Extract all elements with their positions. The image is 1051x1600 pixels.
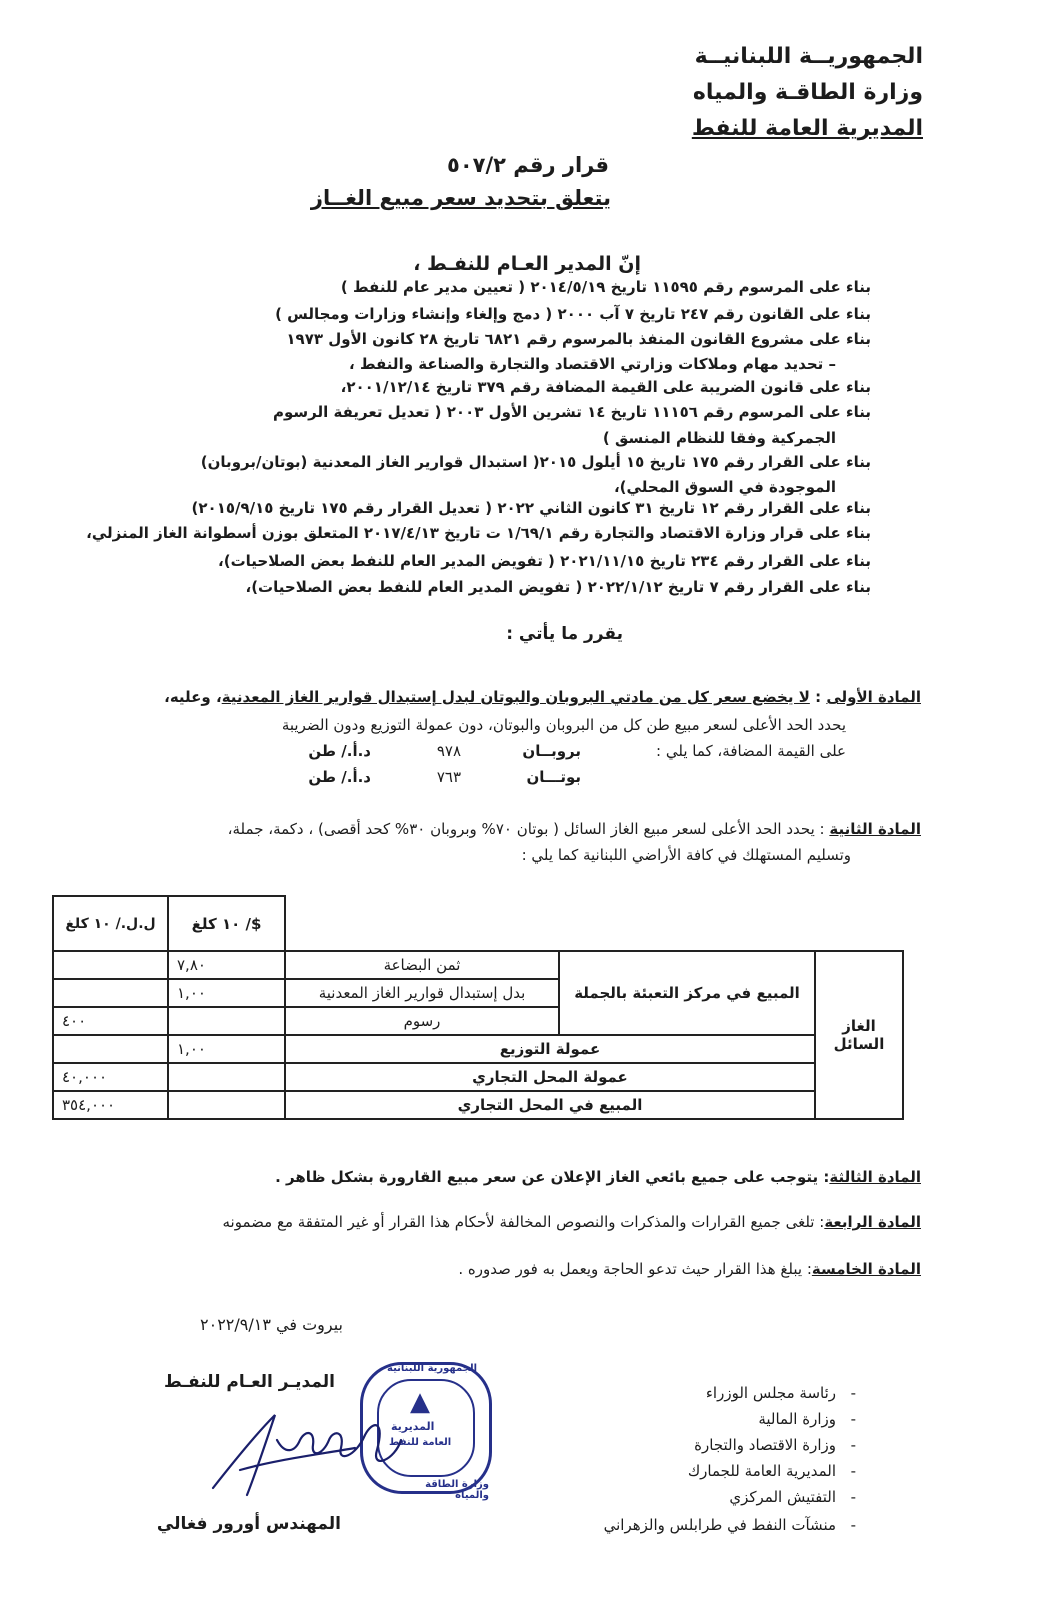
preamble-line: بناء على القرار رقم ٧ تاريخ ٢٠٢٢/١/١٢ ( تفويض المدير العام للنفط بعض الصلاحيات)، bbox=[245, 578, 871, 596]
butane-unit: د.أ./ طن bbox=[308, 768, 371, 786]
propane-unit: د.أ./ طن bbox=[308, 742, 371, 760]
header-directorate: المديرية العامة للنفط bbox=[691, 116, 923, 141]
article-4-label: المادة الرابعة bbox=[824, 1213, 921, 1231]
decision-subject: يتعلق بتحديد سعر مبيع الغــاز bbox=[310, 186, 611, 210]
shop-sale-label: المبيع في المحل التجاري bbox=[285, 1091, 815, 1119]
table-header-row bbox=[53, 896, 903, 951]
row-label: رسوم bbox=[285, 1007, 559, 1035]
header-republic: الجمهوريــة اللبنانيــة bbox=[694, 44, 923, 69]
bullet-icon: - bbox=[850, 1436, 856, 1454]
article-5-label: المادة الخامسة bbox=[811, 1260, 921, 1278]
shop-sale-usd bbox=[168, 1091, 285, 1119]
distribution-label: عمولة التوزيع bbox=[285, 1035, 815, 1063]
distribution-usd: ١,٠٠ bbox=[168, 1035, 285, 1063]
table-row bbox=[53, 1063, 903, 1091]
preamble-line: الجمركية وفقا للنظام المنسق ) bbox=[602, 429, 836, 447]
article-4: المادة الرابعة: تلغى جميع القرارات والمذكرات والنصوص المخالفة لأحكام هذا القرار أو غير المتفقة مع مضمونه bbox=[222, 1213, 921, 1231]
article-2-label: المادة الثانية bbox=[829, 820, 921, 838]
distribution-item: وزارة المالية bbox=[758, 1410, 836, 1428]
bullet-icon: - bbox=[850, 1462, 856, 1480]
bullet-icon: - bbox=[850, 1488, 856, 1506]
shop-sale-lbp: ٣٥٤,٠٠٠ bbox=[53, 1091, 168, 1119]
article-2-line-2: وتسليم المستهلك في كافة الأراضي اللبنانية كما يلي : bbox=[521, 846, 851, 864]
article-1-lead: لا يخضع سعر كل من مادتي البروبان والبوتان لبدل إستبدال قوارير الغاز المعدنية bbox=[221, 688, 810, 706]
article-3: المادة الثالثة: يتوجب على جميع بائعي الغاز الإعلان عن سعر مبيع القارورة بشكل ظاهر . bbox=[275, 1168, 921, 1186]
col-lbp-header: ل.ل./ ١٠ كلغ bbox=[53, 896, 168, 951]
article-3-label: المادة الثالثة bbox=[829, 1168, 921, 1186]
wholesale-label: المبيع في مركز التعبئة بالجملة bbox=[559, 951, 815, 1035]
preamble-line: بناء على المرسوم رقم ١١٥٩٥ تاريخ ٢٠١٤/٥/١٩ ( تعيين مدير عام للنفط ) bbox=[340, 278, 871, 296]
distribution-item: منشآت النفط في طرابلس والزهراني bbox=[603, 1516, 836, 1534]
article-3-text: يتوجب على جميع بائعي الغاز الإعلان عن سعر مبيع القارورة بشكل ظاهر . bbox=[275, 1168, 819, 1186]
preamble-line: بناء على القرار رقم ٢٣٤ تاريخ ٢٠٢١/١١/١٥ ( تفويض المدير العام للنفط بعض الصلاحيات)، bbox=[218, 552, 871, 570]
table-row bbox=[53, 951, 903, 979]
article-2-text: يحدد الحد الأعلى لسعر مبيع الغاز السائل ( بوتان ٧٠% وبروبان ٣٠% كحد أقصى) ، دكمة، جملة، bbox=[227, 820, 815, 838]
signatory-name: المهندس أورور فغالي bbox=[156, 1514, 341, 1534]
table-row bbox=[53, 1035, 903, 1063]
stamp-center-2: العامة للنفط bbox=[389, 1437, 452, 1448]
stamp-ring-bottom: وزارة الطاقة والمياه bbox=[425, 1479, 489, 1501]
row-label: بدل إستبدال قوارير الغاز المعدنية bbox=[285, 979, 559, 1007]
preamble-line: بناء على قانون الضريبة على القيمة المضافة رقم ٣٧٩ تاريخ ٢٠٠١/١٢/١٤، bbox=[340, 378, 871, 396]
header-ministry: وزارة الطاقـة والمياه bbox=[692, 80, 923, 105]
stamp-center-1: المديرية bbox=[391, 1420, 435, 1433]
article-4-text: تلغى جميع القرارات والمذكرات والنصوص المخالفة لأحكام هذا القرار أو غير المتفقة مع مضمونه bbox=[222, 1213, 815, 1231]
row-usd: ٧,٨٠ bbox=[168, 951, 285, 979]
row-usd: ١,٠٠ bbox=[168, 979, 285, 1007]
cedar-icon: ▲ bbox=[410, 1387, 430, 1417]
article-5: المادة الخامسة: يبلغ هذا القرار حيث تدعو الحاجة ويعمل به فور صدوره . bbox=[458, 1260, 921, 1278]
distribution-item: وزارة الاقتصاد والتجارة bbox=[694, 1436, 836, 1454]
butane-label: بوتـــان bbox=[526, 768, 581, 786]
preamble-line: بناء على قرار وزارة الاقتصاد والتجارة رقم ١/٦٩/١ ت تاريخ ٢٠١٧/٤/١٣ المتعلق بوزن أسطوانة الغاز المنزلي، bbox=[86, 524, 871, 542]
preamble-line: بناء على المرسوم رقم ١١١٥٦ تاريخ ١٤ تشرين الأول ٢٠٠٣ ( تعديل تعريفة الرسوم bbox=[273, 403, 871, 421]
preamble-line: بناء على القانون رقم ٢٤٧ تاريخ ٧ آب ٢٠٠٠ ( دمج وإلغاء وإنشاء وزارات ومجالس ) bbox=[275, 305, 871, 323]
preamble-line: بناء على مشروع القانون المنفذ بالمرسوم رقم ٦٨٢١ تاريخ ٢٨ كانون الأول ١٩٧٣ bbox=[286, 330, 871, 348]
table-row bbox=[53, 1091, 903, 1119]
row-label: ثمن البضاعة bbox=[285, 951, 559, 979]
preamble-line: بناء على القرار رقم ١٧٥ تاريخ ١٥ أيلول ٢٠١٥( استبدال قوارير الغاز المعدنية (بوتان/بروبان) bbox=[200, 453, 871, 471]
article-1-line-3: على القيمة المضافة، كما يلي : bbox=[656, 742, 846, 760]
group-liquid-gas: الغاز السائل bbox=[815, 951, 903, 1119]
shop-commission-lbp: ٤٠,٠٠٠ bbox=[53, 1063, 168, 1091]
shop-commission-label: عمولة المحل التجاري bbox=[285, 1063, 815, 1091]
article-1-line-2: يحدد الحد الأعلى لسعر مبيع طن كل من البروبان والبوتان، دون عمولة التوزيع ودون الضريبة bbox=[281, 716, 846, 734]
bullet-icon: - bbox=[850, 1516, 856, 1534]
distribution-item: التفتيش المركزي bbox=[729, 1488, 836, 1506]
preamble-line: بناء على القرار رقم ١٢ تاريخ ٣١ كانون الثاني ٢٠٢٢ ( تعديل القرار رقم ١٧٥ تاريخ ٢٠١٥/٩/١٥) bbox=[191, 499, 871, 517]
article-5-text: يبلغ هذا القرار حيث تدعو الحاجة ويعمل به فور صدوره . bbox=[458, 1260, 803, 1278]
handwritten-signature bbox=[205, 1400, 405, 1510]
article-1-lead-tail: ، وعليه، bbox=[164, 688, 222, 706]
butane-value: ٧٦٣ bbox=[436, 768, 461, 786]
bullet-icon: - bbox=[850, 1384, 856, 1402]
distribution-item: المديرية العامة للجمارك bbox=[687, 1462, 836, 1480]
price-table bbox=[52, 895, 904, 1120]
row-usd bbox=[168, 1007, 285, 1035]
distribution-item: رئاسة مجلس الوزراء bbox=[705, 1384, 836, 1402]
shop-commission-usd bbox=[168, 1063, 285, 1091]
distribution-lbp bbox=[53, 1035, 168, 1063]
row-lbp bbox=[53, 979, 168, 1007]
col-usd-header: $/ ١٠ كلغ bbox=[168, 896, 285, 951]
row-lbp: ٤٠٠ bbox=[53, 1007, 168, 1035]
decides-heading: يقرر ما يأتي : bbox=[506, 624, 623, 644]
row-lbp bbox=[53, 951, 168, 979]
issue-date: بيروت في ٢٠٢٢/٩/١٣ bbox=[200, 1315, 343, 1334]
article-1-line-1: المادة الأولى : لا يخضع سعر كل من مادتي البروبان والبوتان لبدل إستبدال قوارير الغاز المعدنية، وعليه، bbox=[164, 688, 921, 706]
preamble-line: – تحديد مهام وملاكات وزارتي الاقتصاد والتجارة والصناعة والنفط ، bbox=[349, 355, 836, 373]
decision-number: قرار رقم ٥٠٧/٢ bbox=[447, 153, 609, 177]
signatory-title: المديـر العـام للنفـط bbox=[163, 1372, 335, 1392]
article-2-line-1: المادة الثانية : يحدد الحد الأعلى لسعر مبيع الغاز السائل ( بوتان ٧٠% وبروبان ٣٠% كحد أقصى) ، دكمة، جملة، bbox=[227, 820, 921, 838]
article-1-label: المادة الأولى bbox=[826, 688, 921, 706]
bullet-icon: - bbox=[850, 1410, 856, 1428]
propane-value: ٩٧٨ bbox=[436, 742, 461, 760]
preamble-line: الموجودة في السوق المحلي)، bbox=[613, 478, 836, 496]
propane-label: بروبــان bbox=[522, 742, 581, 760]
stamp-ring-top: الجمهورية اللبنانية bbox=[387, 1363, 478, 1374]
preamble-opening: إنّ المدير العـام للنفـط ، bbox=[413, 253, 641, 275]
